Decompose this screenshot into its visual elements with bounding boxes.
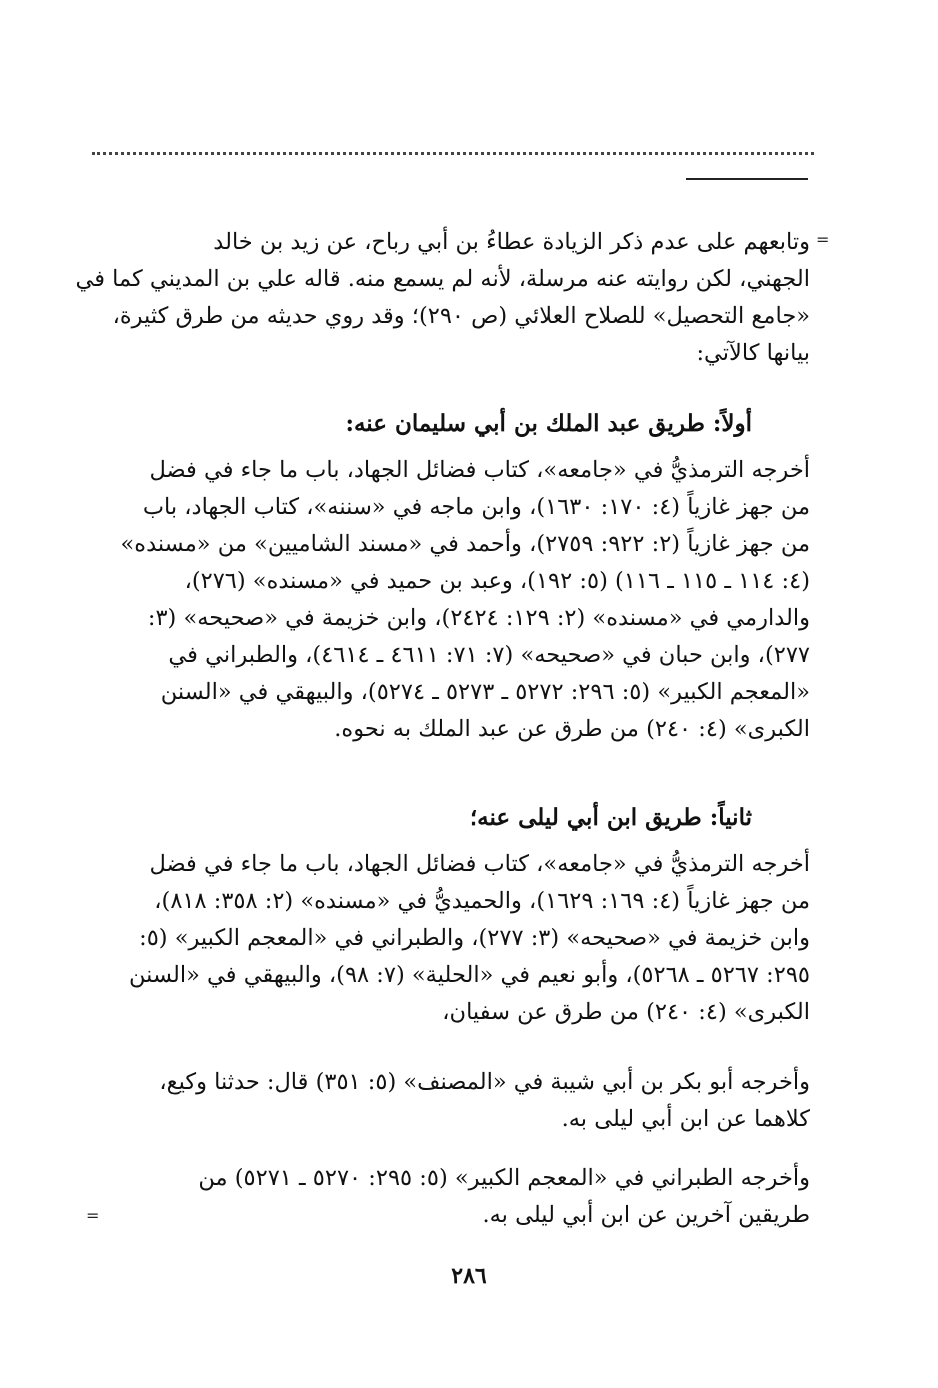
footnote-rule — [686, 178, 808, 180]
text-line: وأخرجه أبو بكر بن أبي شيبة في «المصنف» (٥: ٣٥١) قال: حدثنا وكيع، — [159, 1069, 810, 1095]
text-line: من جهز غازياً (٤: ١٦٩: ١٦٢٩)، والحميديُّ في «مسنده» (٢: ٣٥٨: ٨١٨)، — [154, 888, 810, 914]
text-line: وتابعهم على عدم ذكر الزيادة عطاءُ بن أبي رباح، عن زيد بن خالد — [213, 229, 810, 255]
section1-heading: أولاً: طريق عبد الملك بن أبي سليمان عنه: — [345, 410, 752, 437]
paragraph-3 — [92, 1064, 810, 1138]
text-line: وأخرجه الطبراني في «المعجم الكبير» (٥: ٢٩٥: ٥٢٧٠ ـ ٥٢٧١) من — [198, 1165, 810, 1191]
text-line: الكبرى» (٤: ٢٤٠) من طرق عن سفيان، — [442, 999, 810, 1025]
text-line: ٢٩٥: ٥٢٦٧ ـ ٥٢٦٨)، وأبو نعيم في «الحلية» (٧: ٩٨)، والبيهقي في «السنن — [129, 962, 810, 988]
text-line: أخرجه الترمذيُّ في «جامعه»، كتاب فضائل الجهاد، باب ما جاء في فضل — [149, 457, 810, 483]
intro-paragraph — [75, 224, 810, 372]
text-line: «جامع التحصيل» للصلاح العلائي (ص ٢٩٠)؛ وقد روي حديثه من طرق كثيرة، — [112, 303, 810, 329]
text-line: والدارمي في «مسنده» (٢: ١٢٩: ٢٤٢٤)، وابن خزيمة في «صحيحه» (٣: — [147, 605, 810, 631]
text-line: وابن خزيمة في «صحيحه» (٣: ٢٧٧)، والطبراني في «المعجم الكبير» (٥: — [139, 925, 810, 951]
text-line: (٤: ١١٤ ـ ١١٥ ـ ١١٦) (٥: ١٩٢)، وعبد بن حميد في «مسنده» (٢٧٦)، — [184, 568, 810, 594]
text-line: من جهز غازياً (٢: ٩٢٢: ٢٧٥٩)، وأحمد في «مسند الشاميين» من «مسنده» — [120, 531, 810, 557]
text-line: ٢٧٧)، وابن حبان في «صحيحه» (٧: ٧١: ٤٦١١ ـ ٤٦١٤)، والطبراني في — [168, 642, 810, 668]
section1-paragraph — [92, 452, 810, 748]
text-line: أخرجه الترمذيُّ في «جامعه»، كتاب فضائل الجهاد، باب ما جاء في فضل — [149, 851, 810, 877]
section2-paragraph — [92, 846, 810, 1031]
page-number: ٢٨٦ — [451, 1263, 487, 1289]
text-line: الكبرى» (٤: ٢٤٠) من طرق عن عبد الملك به نحوه. — [334, 716, 810, 742]
text-line: طريقين آخرين عن ابن أبي ليلى به. — [482, 1202, 810, 1228]
continuation-marker-bottom: = — [86, 1206, 100, 1225]
continuation-marker-top: = — [816, 230, 830, 249]
dotted-separator — [92, 152, 814, 155]
paragraph-4 — [92, 1160, 810, 1234]
text-line: كلاهما عن ابن أبي ليلى به. — [561, 1106, 810, 1132]
text-line: من جهز غازياً (٤: ١٧٠: ١٦٣٠)، وابن ماجه في «سننه»، كتاب الجهاد، باب — [142, 494, 810, 520]
text-line: الجهني، لكن روايته عنه مرسلة، لأنه لم يسمع منه. قاله علي بن المديني كما في — [75, 266, 810, 292]
text-line: بيانها كالآتي: — [696, 340, 810, 366]
text-line: «المعجم الكبير» (٥: ٢٩٦: ٥٢٧٢ ـ ٥٢٧٣ ـ ٥٢٧٤)، والبيهقي في «السنن — [160, 679, 810, 705]
section2-heading: ثانياً: طريق ابن أبي ليلى عنه؛ — [469, 804, 752, 831]
